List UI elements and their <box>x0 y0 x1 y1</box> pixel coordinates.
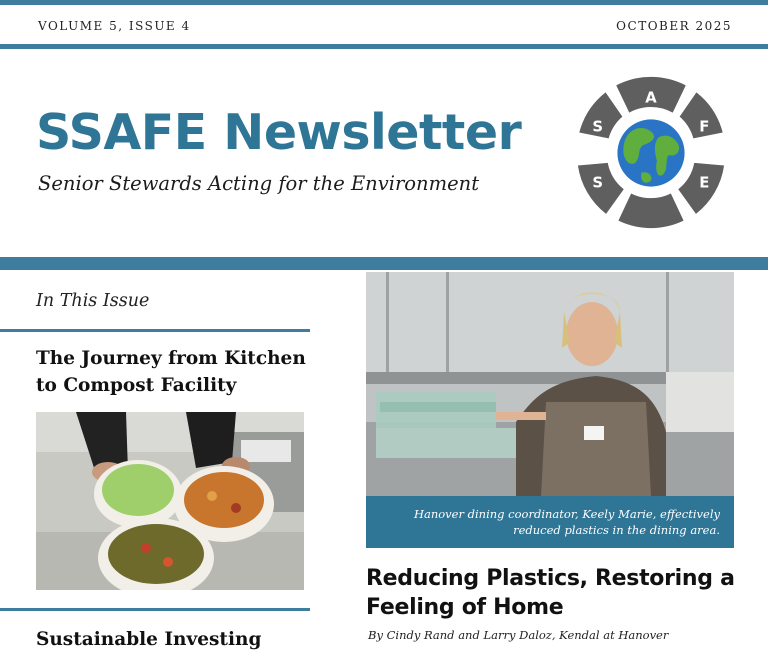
toc-rule <box>0 608 310 611</box>
logo-letter-s-bottom: S <box>592 174 604 192</box>
story-title-compost[interactable]: The Journey from Kitchen to Compost Facility <box>36 348 306 396</box>
issue-number: VOLUME 5, ISSUE 4 <box>38 19 191 33</box>
newsletter-subtitle: Senior Stewards Acting for the Environment <box>38 172 480 195</box>
photo-caption: Hanover dining coordinator, Keely Marie, effectively reduced plastics in the dining area. <box>366 496 734 548</box>
masthead-rule <box>0 44 768 49</box>
section-band <box>0 257 768 270</box>
feature-byline: By Cindy Rand and Larry Daloz, Kendal at Hanover <box>368 628 669 642</box>
logo-letter-e: E <box>699 174 710 192</box>
issue-date: OCTOBER 2025 <box>616 19 732 33</box>
dining-coordinator-photo <box>366 272 734 496</box>
globe-icon <box>617 119 684 186</box>
logo-letter-f: F <box>699 118 710 136</box>
toc-rule <box>0 329 310 332</box>
story-title-investing[interactable]: Sustainable Investing <box>36 629 262 650</box>
logo-letter-s-top: S <box>592 118 604 136</box>
top-rule <box>0 0 768 5</box>
ssafe-logo <box>572 74 730 232</box>
compost-photo <box>36 412 304 590</box>
newsletter-title: SSAFE Newsletter <box>36 104 522 161</box>
in-this-issue-heading: In This Issue <box>36 291 150 311</box>
feature-headline[interactable]: Reducing Plastics, Restoring a Feeling of Home <box>366 566 735 620</box>
logo-letter-a: A <box>645 89 657 107</box>
